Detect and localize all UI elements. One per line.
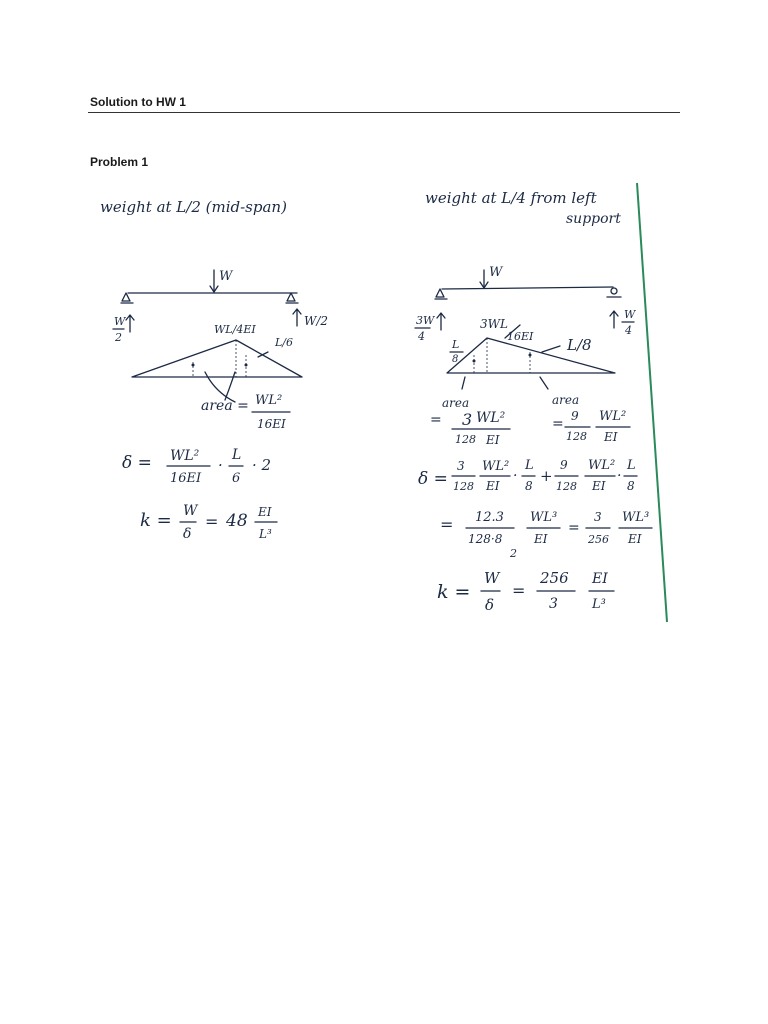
left-k-res-den: L³ [259,527,272,541]
left-load-label: W [219,269,233,284]
right-support-roller-icon [611,288,617,294]
svg-text:EI: EI [592,479,606,493]
svg-text:=: = [430,412,442,428]
right-reaction-left-den: 4 [418,330,425,343]
right-area2-coef-num: 9 [571,409,579,423]
left-delta-num: WL² [170,448,200,464]
svg-text:EI: EI [486,479,500,493]
right-area1-word: area [442,396,470,410]
svg-text:9: 9 [560,458,568,472]
left-k-num: W [183,503,198,519]
svg-text:8: 8 [627,479,635,493]
left-reaction-left-num: W [114,315,126,328]
right-heading-line2: support [566,211,621,227]
svg-text:WL³: WL³ [530,510,558,525]
right-left-seg-num: L [452,338,460,351]
left-delta-l-num: L [232,447,242,463]
right-reaction-right-num: W [624,308,636,321]
svg-text:L: L [525,458,534,473]
right-area1-coef: 3 [462,410,473,429]
svg-text:W: W [484,569,500,587]
svg-text:L³: L³ [592,597,606,612]
left-k-prefix: k = [140,510,172,531]
right-right-reaction-arrow-icon [610,311,618,328]
svg-text:·: · [617,468,622,484]
right-reaction-left-num: 3W [416,314,435,327]
right-k-coef-num: 256 [540,569,569,587]
left-reaction-right: W/2 [304,314,329,328]
left-delta-den: 16EI [170,471,202,486]
left-area-den: 16EI [257,417,286,431]
left-delta-prefix: δ = [122,453,152,473]
svg-text:WL²: WL² [482,459,510,474]
left-support-pin-icon [121,293,133,303]
right-left-seg-den: 8 [452,354,459,365]
problem-heading: Problem 1 [90,155,149,169]
svg-text:WL²: WL² [588,458,616,473]
right-reaction-right-den: 4 [625,324,632,337]
left-reaction-left-den: 2 [115,331,122,344]
svg-text:128: 128 [556,480,577,493]
right-area2-coef-den: 128 [566,430,587,443]
svg-text:=: = [205,512,219,531]
left-k-coef: 48 [226,511,248,531]
svg-text:3: 3 [594,510,602,524]
left-heading: weight at L/2 (mid-span) [100,198,287,216]
svg-text:=: = [512,581,526,600]
right-support-pin-icon [435,289,447,299]
right-k-prefix: k = [437,581,471,603]
svg-text:WL³: WL³ [622,510,650,525]
svg-text:=: = [440,515,454,534]
right-area2-word: area [552,393,580,407]
svg-text:=: = [552,416,564,432]
right-area2-den: EI [604,430,618,444]
svg-text:128: 128 [453,480,474,493]
left-support-roller-icon [286,293,298,303]
svg-text:256: 256 [588,533,609,546]
right-load-label: W [489,265,503,280]
svg-text:128·8: 128·8 [468,532,503,546]
left-k-den: δ [183,526,192,542]
left-reaction-arrow-icon [126,315,134,332]
svg-text:8: 8 [525,479,533,493]
right-area1-num: WL² [476,410,506,426]
svg-text:·: · [513,468,518,484]
left-delta-l-den: 6 [232,471,241,486]
right-left-reaction-arrow-icon [437,313,445,330]
right-beam [442,287,613,289]
left-peak-label: WL/4EI [214,323,256,336]
right-peak-den: 16EI [507,330,534,343]
left-area-num: WL² [255,393,283,408]
margin-line [637,183,667,622]
svg-text:EI: EI [534,532,548,546]
left-area-label: area = [201,398,249,414]
left-k-res-num: EI [258,505,272,519]
svg-text:·: · [218,456,223,474]
right-delta-simplified-num: 12.3 [475,510,504,525]
right-peak-num: 3WL [480,317,508,331]
right-area1-den: 128 [455,433,476,446]
right-right-seg: L/8 [567,336,592,354]
svg-text:EI: EI [628,532,642,546]
left-centroid-label: L/6 [275,336,294,349]
right-reaction-arrow-icon [293,309,301,326]
svg-text:2: 2 [510,547,517,560]
svg-text:3: 3 [549,596,558,612]
svg-text:EI: EI [592,571,608,587]
right-area1-den2: EI [486,433,500,447]
svg-text:L: L [627,458,636,473]
svg-text:3: 3 [457,459,465,473]
right-area2-num: WL² [599,409,627,424]
svg-text:δ: δ [485,596,495,614]
left-delta-tail: · 2 [252,456,272,474]
right-delta-prefix: δ = [418,469,448,489]
right-heading: weight at L/4 from left [425,189,597,207]
svg-text:+: + [540,467,553,485]
page-title: Solution to HW 1 [90,95,186,109]
svg-text:=: = [568,520,580,536]
